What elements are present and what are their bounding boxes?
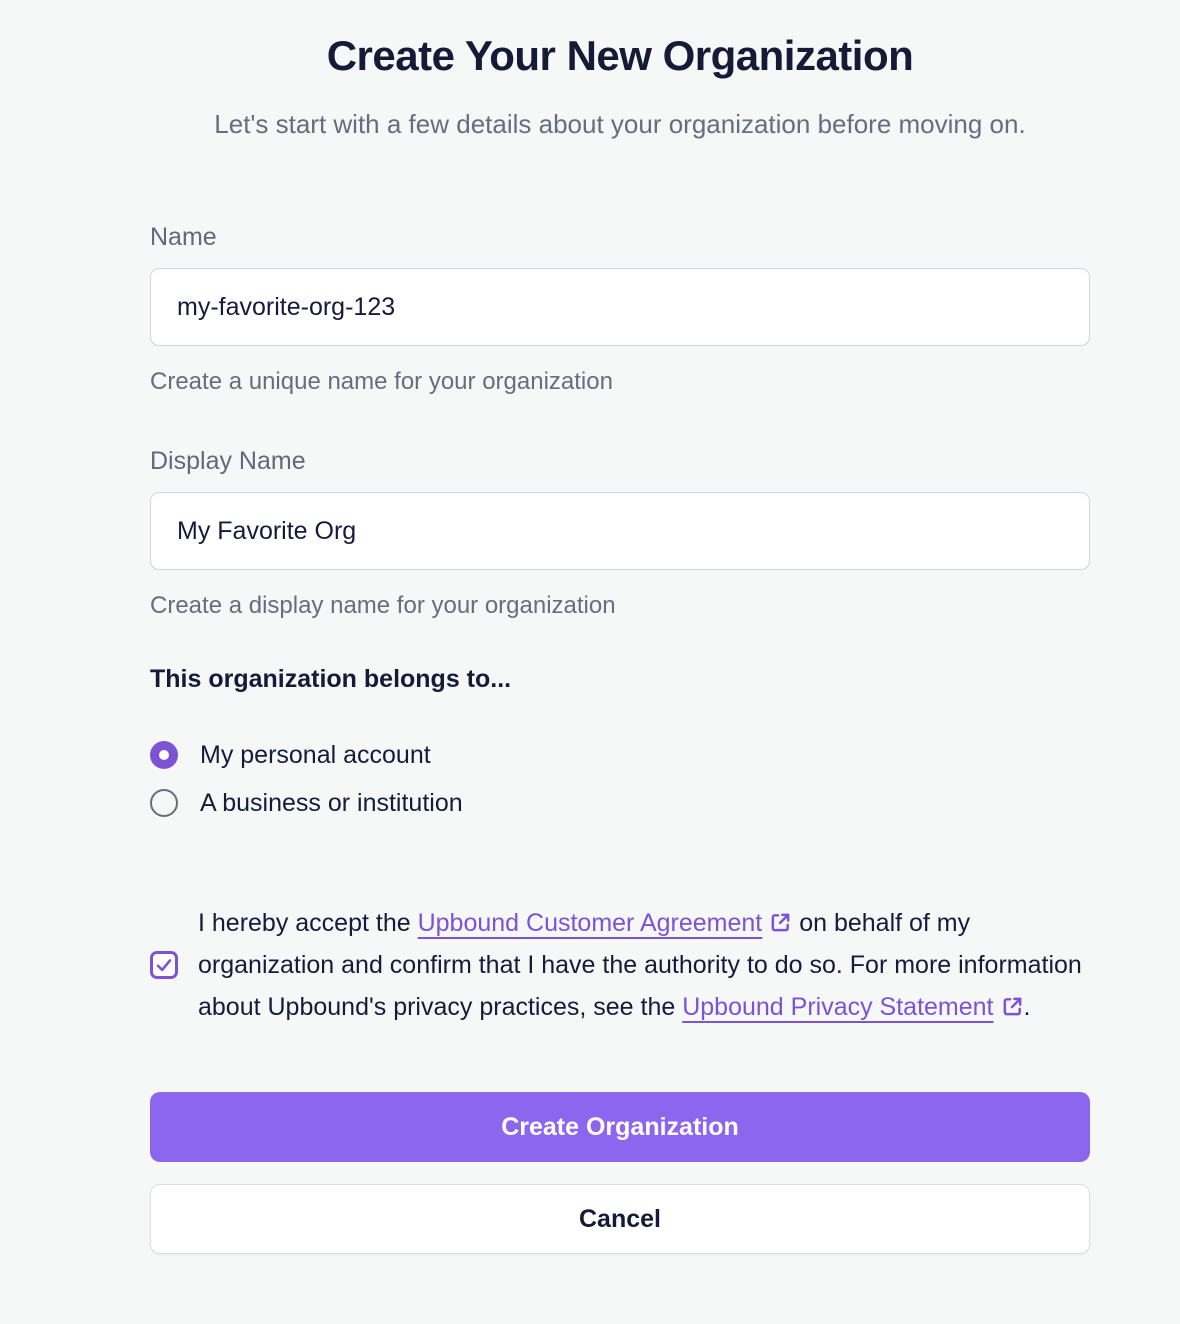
- belongs-to-radio-group: [150, 740, 1090, 818]
- cancel-button[interactable]: Cancel: [150, 1184, 1090, 1254]
- agreement-text-part: I hereby accept the: [198, 909, 418, 937]
- page-subtitle: Let's start with a few details about your organization before moving on.: [214, 109, 1026, 139]
- display-name-input[interactable]: [150, 492, 1090, 570]
- create-organization-page: [150, 0, 1090, 1254]
- agreement-text-part: .: [1023, 993, 1031, 1021]
- radio-option-label: My personal account: [200, 740, 431, 769]
- display-name-helper-text: Create a display name for your organization: [150, 592, 616, 619]
- radio-unselected-icon[interactable]: [150, 789, 178, 817]
- radio-option-label: A business or institution: [200, 788, 463, 817]
- name-input[interactable]: [150, 268, 1090, 346]
- belongs-to-heading: This organization belongs to...: [150, 665, 512, 693]
- radio-option-business-institution[interactable]: [150, 788, 1090, 818]
- agreement-text-part: on behalf of my organization and confirm that I have the authority to do so. For more information about Upbound's privacy practices, see the: [198, 909, 1082, 1021]
- external-link-icon[interactable]: [769, 911, 792, 934]
- privacy-statement-link[interactable]: Upbound Privacy Statement: [682, 993, 994, 1021]
- agreement-checkbox[interactable]: [150, 951, 178, 979]
- customer-agreement-link[interactable]: Upbound Customer Agreement: [417, 909, 763, 937]
- checkmark-icon: [155, 956, 173, 974]
- name-label: Name: [150, 223, 217, 251]
- external-link-icon[interactable]: [1001, 995, 1024, 1018]
- radio-option-personal-account[interactable]: [150, 740, 1090, 770]
- agreement-text: [198, 902, 1090, 1028]
- display-name-label: Display Name: [150, 447, 306, 475]
- agreement-section: [150, 902, 1090, 1028]
- name-helper-text: Create a unique name for your organization: [150, 368, 613, 395]
- radio-selected-icon[interactable]: [150, 741, 178, 769]
- create-organization-button[interactable]: Create Organization: [150, 1092, 1090, 1162]
- page-title: Create Your New Organization: [326, 32, 914, 79]
